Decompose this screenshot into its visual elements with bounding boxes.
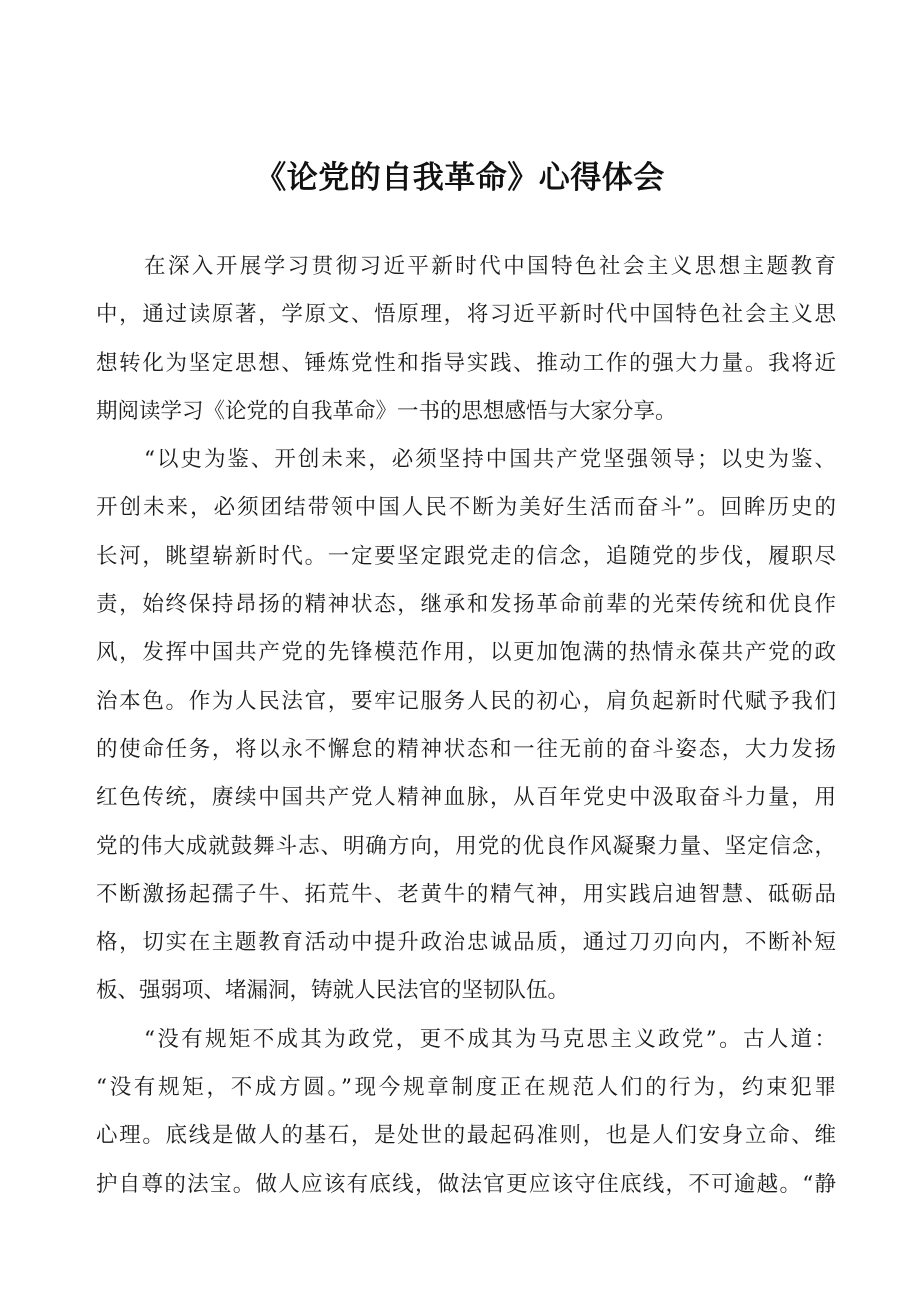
- text-line: 板、强弱项、堵漏洞，铸就人民法官的坚韧队伍。: [96, 978, 570, 1004]
- text-line: 开创未来，必须团结带领中国人民不断为美好生活而奋斗”。回眸历史的: [96, 495, 836, 521]
- text-line: 责，始终保持昂扬的精神状态，继承和发扬革命前辈的光荣传统和优良作: [96, 592, 836, 618]
- document-title: 《论党的自我革命》心得体会: [255, 160, 665, 196]
- paragraph-2: [96, 436, 836, 1016]
- text-line: 的使命任务，将以永不懈怠的精神状态和一往无前的奋斗姿态，大力发扬: [96, 736, 836, 762]
- text-line: 护自尊的法宝。做人应该有底线，做法官更应该守住底线，不可逾越。“静: [96, 1171, 836, 1197]
- text-line: “以史为鉴、开创未来，必须坚持中国共产党坚强领导；以史为鉴、: [144, 447, 836, 473]
- paragraph-1: [96, 243, 836, 436]
- text-line: “没有规矩，不成方圆。”现今规章制度正在规范人们的行为，约束犯罪: [96, 1075, 836, 1101]
- text-line: 治本色。作为人民法官，要牢记服务人民的初心，肩负起新时代赋予我们: [96, 688, 836, 714]
- text-line: “没有规矩不成其为政党，更不成其为马克思主义政党”。古人道：: [144, 1026, 836, 1052]
- document-body: [96, 243, 836, 1209]
- text-line: 中，通过读原著，学原文、悟原理，将习近平新时代中国特色社会主义思: [96, 302, 836, 328]
- text-line: 党的伟大成就鼓舞斗志、明确方向，用党的优良作风凝聚力量、坚定信念，: [96, 833, 836, 859]
- text-line: 期阅读学习《论党的自我革命》一书的思想感悟与大家分享。: [96, 398, 677, 424]
- text-line: 格，切实在主题教育活动中提升政治忠诚品质，通过刀刃向内，不断补短: [96, 930, 836, 956]
- text-line: 长河，眺望崭新时代。一定要坚定跟党走的信念，追随党的步伐，履职尽: [96, 543, 836, 569]
- text-line: 红色传统，赓续中国共产党人精神血脉，从百年党史中汲取奋斗力量，用: [96, 785, 836, 811]
- text-line: 在深入开展学习贯彻习近平新时代中国特色社会主义思想主题教育: [144, 254, 836, 279]
- paragraph-3: [96, 1016, 836, 1209]
- text-line: 心理。底线是做人的基石，是处世的最起码准则，也是人们安身立命、维: [96, 1123, 836, 1149]
- text-line: 风，发挥中国共产党的先锋模范作用，以更加饱满的热情永葆共产党的政: [96, 640, 836, 666]
- text-line: 不断激扬起孺子牛、拓荒牛、老黄牛的精气神，用实践启迪智慧、砥砺品: [96, 881, 836, 907]
- text-line: 想转化为坚定思想、锤炼党性和指导实践、推动工作的强大力量。我将近: [96, 350, 836, 376]
